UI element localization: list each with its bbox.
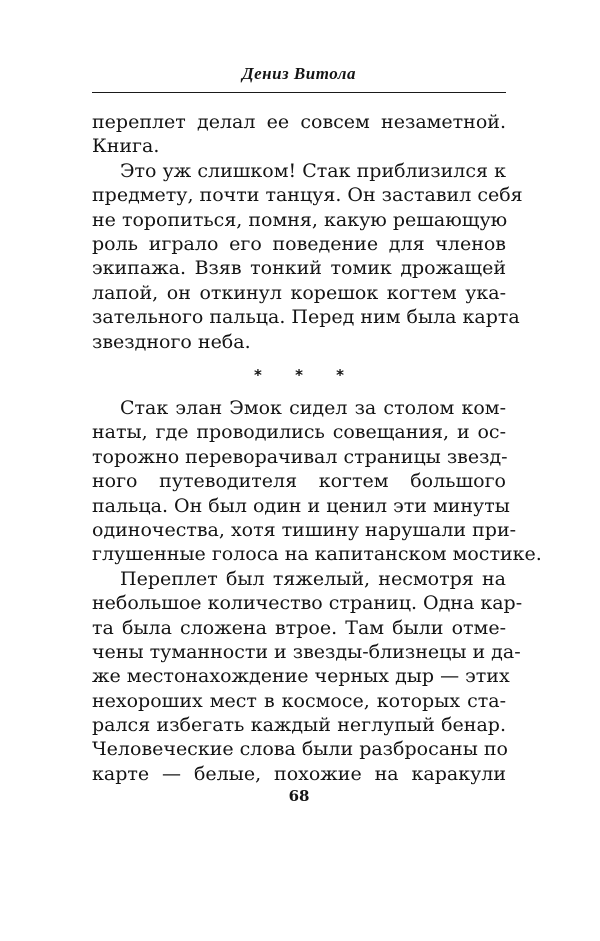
text-line: карте — белые, похожие на каракули [92,762,506,785]
text-line: Человеческие слова были разбросаны по [92,738,508,761]
header-rule [92,92,506,93]
text-line: одиночества, хотя тишину нарушали при- [92,518,517,541]
text-line: небольшое количество страниц. Одна кар- [92,592,523,615]
text-line: Стак элан Эмок сидел за столом ком- [120,397,506,419]
text-line: предмету, почти танцуя. Он заставил себя [92,184,523,207]
text-line: торожно переворачивал страницы звезд- [92,445,508,468]
text-block-1 [92,110,523,354]
text-line: нехороших мест в космосе, которых ста- [92,689,506,712]
text-line: экипажа. Взяв тонкий томик дрожащей [92,257,506,280]
text-line: рался избегать каждый неглупый бенар. [92,714,506,737]
text-block-2 [92,396,542,786]
text-line: ного путеводителя когтем большого [92,470,506,493]
text-line: глушенные голоса на капитанском мостике. [92,543,542,566]
text-line: переплет делал ее совсем незаметной. [92,111,506,133]
section-separator: * * * [254,366,358,384]
text-line: чены туманности и звезды-близнецы и да- [92,640,521,663]
text-line: звездного неба. [92,330,251,353]
text-line: же местонахождение черных дыр — этих [92,665,510,688]
text-line: роль играло его поведение для членов [92,232,506,255]
text-line: лапой, он откинул корешок когтем ука- [92,281,506,304]
text-line: Это уж слишком! Стак приблизился к [120,159,506,182]
text-line: Переплет был тяжелый, несмотря на [120,567,506,590]
text-line: Книга. [92,135,160,158]
text-line: та была сложена втрое. Там были отме- [92,616,506,639]
text-line: наты, где проводились совещания, и ос- [92,421,506,444]
text-line: зательного пальца. Перед ним была карта [92,306,520,329]
text-line: пальца. Он был один и ценил эти минуты [92,494,510,517]
text-line: не торопиться, помня, какую решающую [92,208,508,231]
running-head-author: Дениз Витола [241,64,357,83]
page-number: 68 [288,787,310,805]
